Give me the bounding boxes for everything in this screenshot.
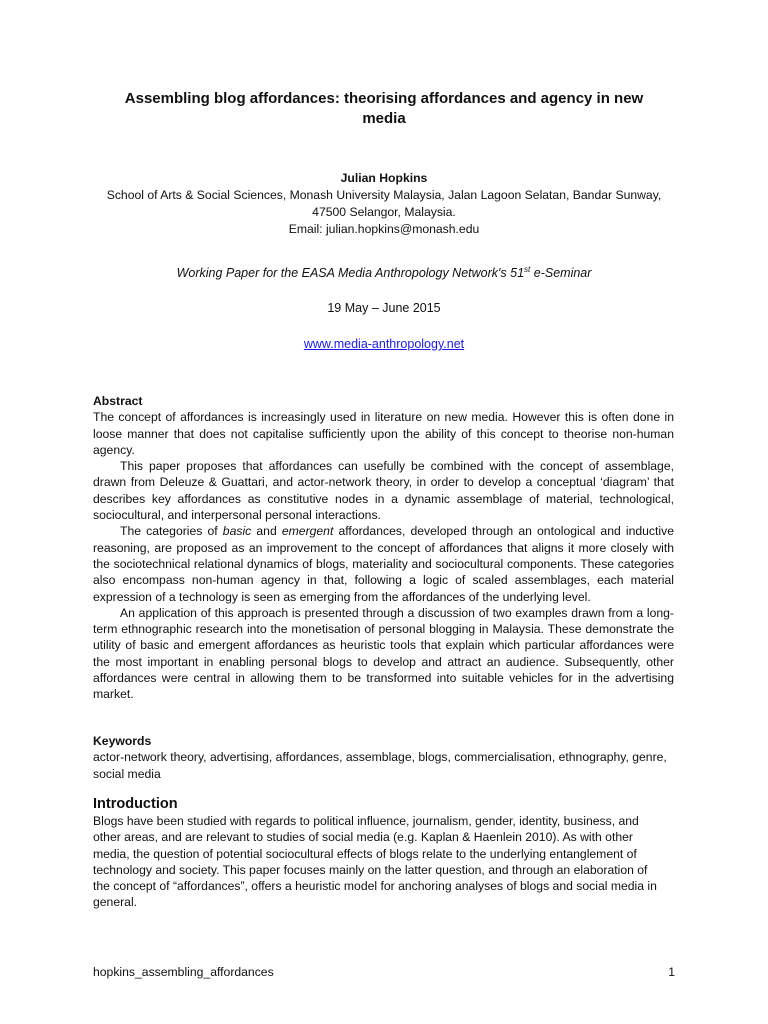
footer-page-number: 1: [668, 965, 675, 979]
author-block: [80, 170, 688, 238]
keywords-text: actor-network theory, advertising, affordances, assemblage, blogs, commercialisation, ethnography, genre, social media: [93, 750, 667, 781]
author-affiliation-line2: 47500 Selangor, Malaysia.: [312, 205, 456, 219]
abstract-p3-emergent: emergent: [281, 524, 334, 539]
abstract-heading: Abstract: [93, 394, 143, 408]
working-paper-prefix: Working Paper for the EASA Media Anthropology Network's 51: [176, 266, 525, 280]
keywords-heading: Keywords: [93, 734, 152, 748]
website-line: [80, 336, 688, 353]
abstract-paragraph-1: The concept of affordances is increasingly used in literature on new media. However this is often done in loose manner that does not capitalise sufficiently upon the ability of this concept to theorise non-human agency.: [93, 410, 674, 457]
introduction-text: Blogs have been studied with regards to political influence, journalism, gender, identity, business, and other areas, and are relevant to studies of social media (e.g. Kaplan & Haenlein 2010). As with other media, the question of potential sociocultural effects of blogs relate to the underlying entanglement of technology and society. This paper focuses mainly on the latter question, and through an elaboration of the concept of “affordances”, offers a heuristic model for anchoring analyses of blogs and social media in general.: [93, 814, 657, 910]
author-affiliation-line1: School of Arts & Social Sciences, Monash University Malaysia, Jalan Lagoon Selatan, Bandar Sunway,: [106, 188, 662, 202]
abstract-p3-basic: basic: [222, 524, 252, 539]
keywords-section: [93, 733, 674, 782]
introduction-heading: Introduction: [93, 796, 178, 812]
abstract-p3-rest: affordances, developed through an ontological and inductive reasoning, are proposed as an improvement to the concept of affordances that aligns it more closely with the sociotechnical relational dynamics of blogs, materiality and sociocultural components. These categories also encompass non-human agency in that, following a logic of scaled assemblages, each material expression of a technology is seen as emerging from the affordances of the underlying level.: [93, 524, 674, 604]
author-email: Email: julian.hopkins@monash.edu: [288, 222, 480, 236]
working-paper-line: [80, 265, 688, 282]
working-paper-suffix: e-Seminar: [530, 266, 592, 280]
abstract-paragraph-2: This paper proposes that affordances can usefully be combined with the concept of assemblage, drawn from Deleuze & Guattari, and actor-network theory, in order to develop a conceptual ‘diagram’ that describes key affordances as constitutive nodes in a dynamic assemblage of material, technological, sociocultural, and interpersonal personal interactions.: [93, 459, 674, 523]
seminar-dates: 19 May – June 2015: [327, 301, 441, 315]
abstract-section: [93, 393, 674, 703]
paper-title: Assembling blog affordances: theorising affordances and agency in new media: [124, 90, 644, 127]
abstract-paragraph-4: An application of this approach is presented through a discussion of two examples drawn from a long-term ethnographic research into the monetisation of personal blogging in Malaysia. These demonstrate the utility of basic and emergent affordances as heuristic tools that explain which particular affordances were the most important in enabling personal blogs to develop and attract an audience. Subsequently, other affordances were central in allowing them to be transformed into suitable vehicles for in the advertising market.: [93, 605, 674, 702]
website-link[interactable]: www.media-anthropology.net: [303, 337, 465, 351]
working-paper-superscript: st: [524, 264, 531, 274]
author-name: Julian Hopkins: [340, 171, 428, 185]
abstract-p3-and: and: [251, 524, 282, 539]
abstract-p3-start: The categories of: [120, 524, 223, 539]
footer-filename: hopkins_assembling_affordances: [93, 965, 274, 979]
abstract-paragraph-3: [93, 523, 674, 604]
